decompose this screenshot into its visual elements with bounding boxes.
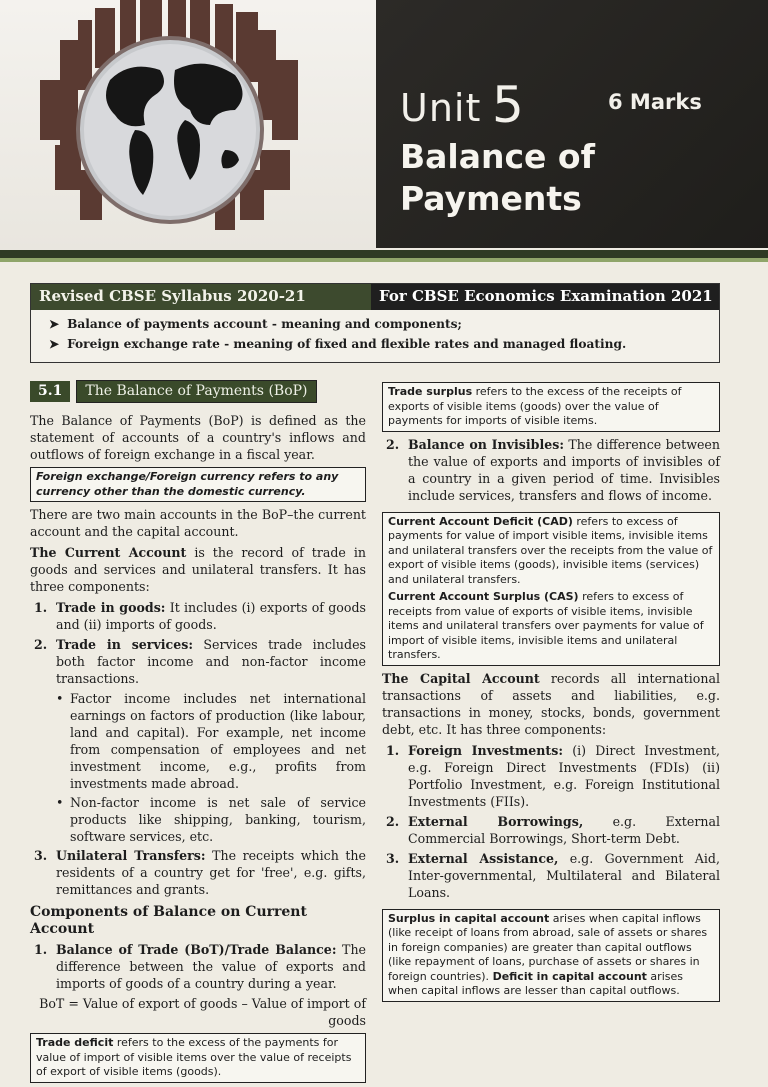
term: Deficit in capital account (492, 969, 647, 983)
term: The Capital Account (382, 670, 540, 686)
list-item (30, 847, 366, 898)
text: e.g. External Commercial Borrowings, Short-term Debt. (408, 813, 720, 846)
item-text (408, 813, 720, 847)
item-number: 2. (386, 813, 400, 829)
header-illustration (0, 0, 376, 250)
text: It includes (i) exports of goods and (ii) imports of goods. (56, 600, 366, 632)
term: Balance on Invisibles: (408, 436, 564, 452)
unit-label: Unit (400, 86, 482, 130)
term: Trade in goods: (56, 600, 166, 615)
section-title: The Balance of Payments (BoP) (76, 380, 316, 403)
syllabus-list (31, 314, 719, 354)
header-divider (0, 250, 768, 258)
term: Trade in services: (56, 637, 193, 652)
item-text (408, 436, 720, 504)
list-item (30, 941, 366, 992)
term: Unilateral Transfers: (56, 848, 206, 863)
foreign-exchange-box: Foreign exchange/Foreign currency refers to any currency other than the domestic currency. (30, 467, 366, 502)
item-number: 3. (386, 850, 400, 866)
syllabus-item: ➤ Balance of payments account - meaning and components; (49, 314, 719, 334)
term: Trade deficit (36, 1036, 114, 1049)
term: Foreign Investments: (408, 742, 563, 758)
left-column (30, 380, 366, 1087)
text: is the record of trade in goods and services and unilateral transfers. It has three components: (30, 545, 367, 594)
item-text (56, 941, 366, 992)
marks-label: 6 Marks (608, 90, 702, 114)
unit-number: 5 (492, 76, 524, 134)
bullet-icon: • (56, 795, 64, 810)
text: records all international transactions of assets and liabilities, e.g. transactions in money, stocks, bonds, government debt, etc. It has three components: (382, 670, 721, 737)
two-accounts-text: There are two main accounts in the BoP–the current account and the capital account. (30, 507, 366, 539)
bullet-item (56, 690, 366, 792)
item-number: 2. (386, 436, 400, 452)
item-text (56, 847, 366, 898)
item-text (56, 599, 366, 633)
list-item (382, 742, 720, 810)
item-number: 3. (34, 848, 48, 863)
current-account-box (382, 512, 720, 666)
capital-account-definition (382, 670, 720, 738)
text: e.g. Government Aid, Inter-governmental, Multilateral and Bilateral Loans. (408, 850, 720, 900)
syllabus-header (31, 284, 719, 310)
cas-definition (388, 590, 714, 663)
term: Current Account Surplus (CAS) (388, 590, 579, 603)
list-item (382, 850, 720, 901)
term: The Current Account (30, 545, 187, 560)
trade-deficit-box (30, 1033, 366, 1083)
term: Surplus in capital account (388, 911, 550, 925)
unit-title-line1: Balance of (400, 137, 595, 176)
list-item (382, 436, 720, 504)
unit-title (400, 136, 595, 220)
term: Trade surplus (388, 385, 473, 398)
bullet-icon: • (56, 691, 64, 706)
term: External Borrowings, (408, 813, 584, 829)
syllabus-item: ➤ Foreign exchange rate - meaning of fixed and flexible rates and managed floating. (49, 334, 719, 354)
right-column (382, 382, 720, 1006)
list-item (382, 813, 720, 847)
globe-city-illustration (0, 0, 376, 250)
cad-definition (388, 515, 714, 588)
text: The difference between the value of exports and imports of invisibles of a country in a given period of time. Invisibles include services, transfers and flows of income. (408, 436, 720, 503)
text: refers to the excess of the receipts of exports of visible items (goods) over the value of payments for imports of visible items. (388, 385, 682, 427)
text: refers to the excess of the payments for value of import of visible items over the value of receipts of export of visible items (goods). (36, 1036, 352, 1078)
bullet-text: Factor income includes net international earnings on factors of production (like labour, land and capital). For example, net income from compensation of employees and net investment income, e.g., profits from investments made abroad. (70, 691, 366, 791)
unit-header-panel (376, 0, 768, 248)
list-item (30, 636, 366, 687)
text: Services trade includes both factor income and non-factor income transactions. (56, 637, 366, 686)
section-number: 5.1 (30, 381, 70, 402)
text: refers to excess of payments for value of import visible items, invisible items and unilateral transfers over the receipts from the value of export of visible items (goods), invisible items (services) and unilateral transfers. (388, 514, 713, 586)
text: The receipts which the residents of a country get for 'free', e.g. gifts, remittances and grants. (56, 848, 366, 897)
item-number: 2. (34, 637, 48, 652)
item-text (56, 636, 366, 687)
unit-title-line2: Payments (400, 179, 582, 218)
text: The difference between the value of exports and imports of goods of a country during a year. (56, 942, 367, 991)
components-heading: Components of Balance on Current Account (30, 904, 307, 937)
syllabus-box (30, 283, 720, 363)
bot-formula: BoT = Value of export of goods – Value of import of goods (39, 996, 366, 1028)
item-number: 1. (34, 600, 48, 615)
item-number: 1. (34, 942, 48, 957)
bullet-text: Non-factor income is net sale of service products like shipping, banking, tourism, software services, etc. (70, 795, 366, 844)
term: Balance of Trade (BoT)/Trade Balance: (56, 942, 337, 957)
text: (i) Direct Investment, e.g. Foreign Direct Investments (FDIs) (ii) Portfolio Investment, e.g. Foreign Institutional Investments (FIIs). (408, 742, 720, 809)
section-heading (30, 380, 366, 403)
current-account-definition (30, 544, 366, 595)
exam-label: For CBSE Economics Examination 2021 (371, 284, 719, 310)
text: arises when capital inflows (like receipt of loans from abroad, sale of assets or shares in foreign companies) are greater than capital outflows (like repayment of loans, purchase of assets or shares in foreign countries). (388, 911, 708, 983)
term: Current Account Deficit (CAD) (388, 514, 573, 528)
list-item (30, 599, 366, 633)
term: External Assistance, (408, 850, 559, 866)
trade-surplus-box (382, 382, 720, 432)
text: arises when capital inflows are lesser than capital outflows. (388, 969, 683, 997)
item-text (408, 742, 720, 810)
item-text (408, 850, 720, 901)
header-divider-accent (0, 258, 768, 262)
capital-account-balance-box (382, 909, 720, 1002)
bop-definition: The Balance of Payments (BoP) is defined as the statement of accounts of a country's inflows and outflows of foreign exchange in a fiscal year. (30, 413, 366, 462)
text: refers to excess of receipts from value of exports of visible items, invisible items and unilateral transfers over payments for value of import of visible items, invisible items and unilateral transfers. (388, 590, 704, 661)
item-number: 1. (386, 742, 400, 758)
bullet-item (56, 794, 366, 845)
syllabus-label: Revised CBSE Syllabus 2020-21 (31, 284, 371, 310)
